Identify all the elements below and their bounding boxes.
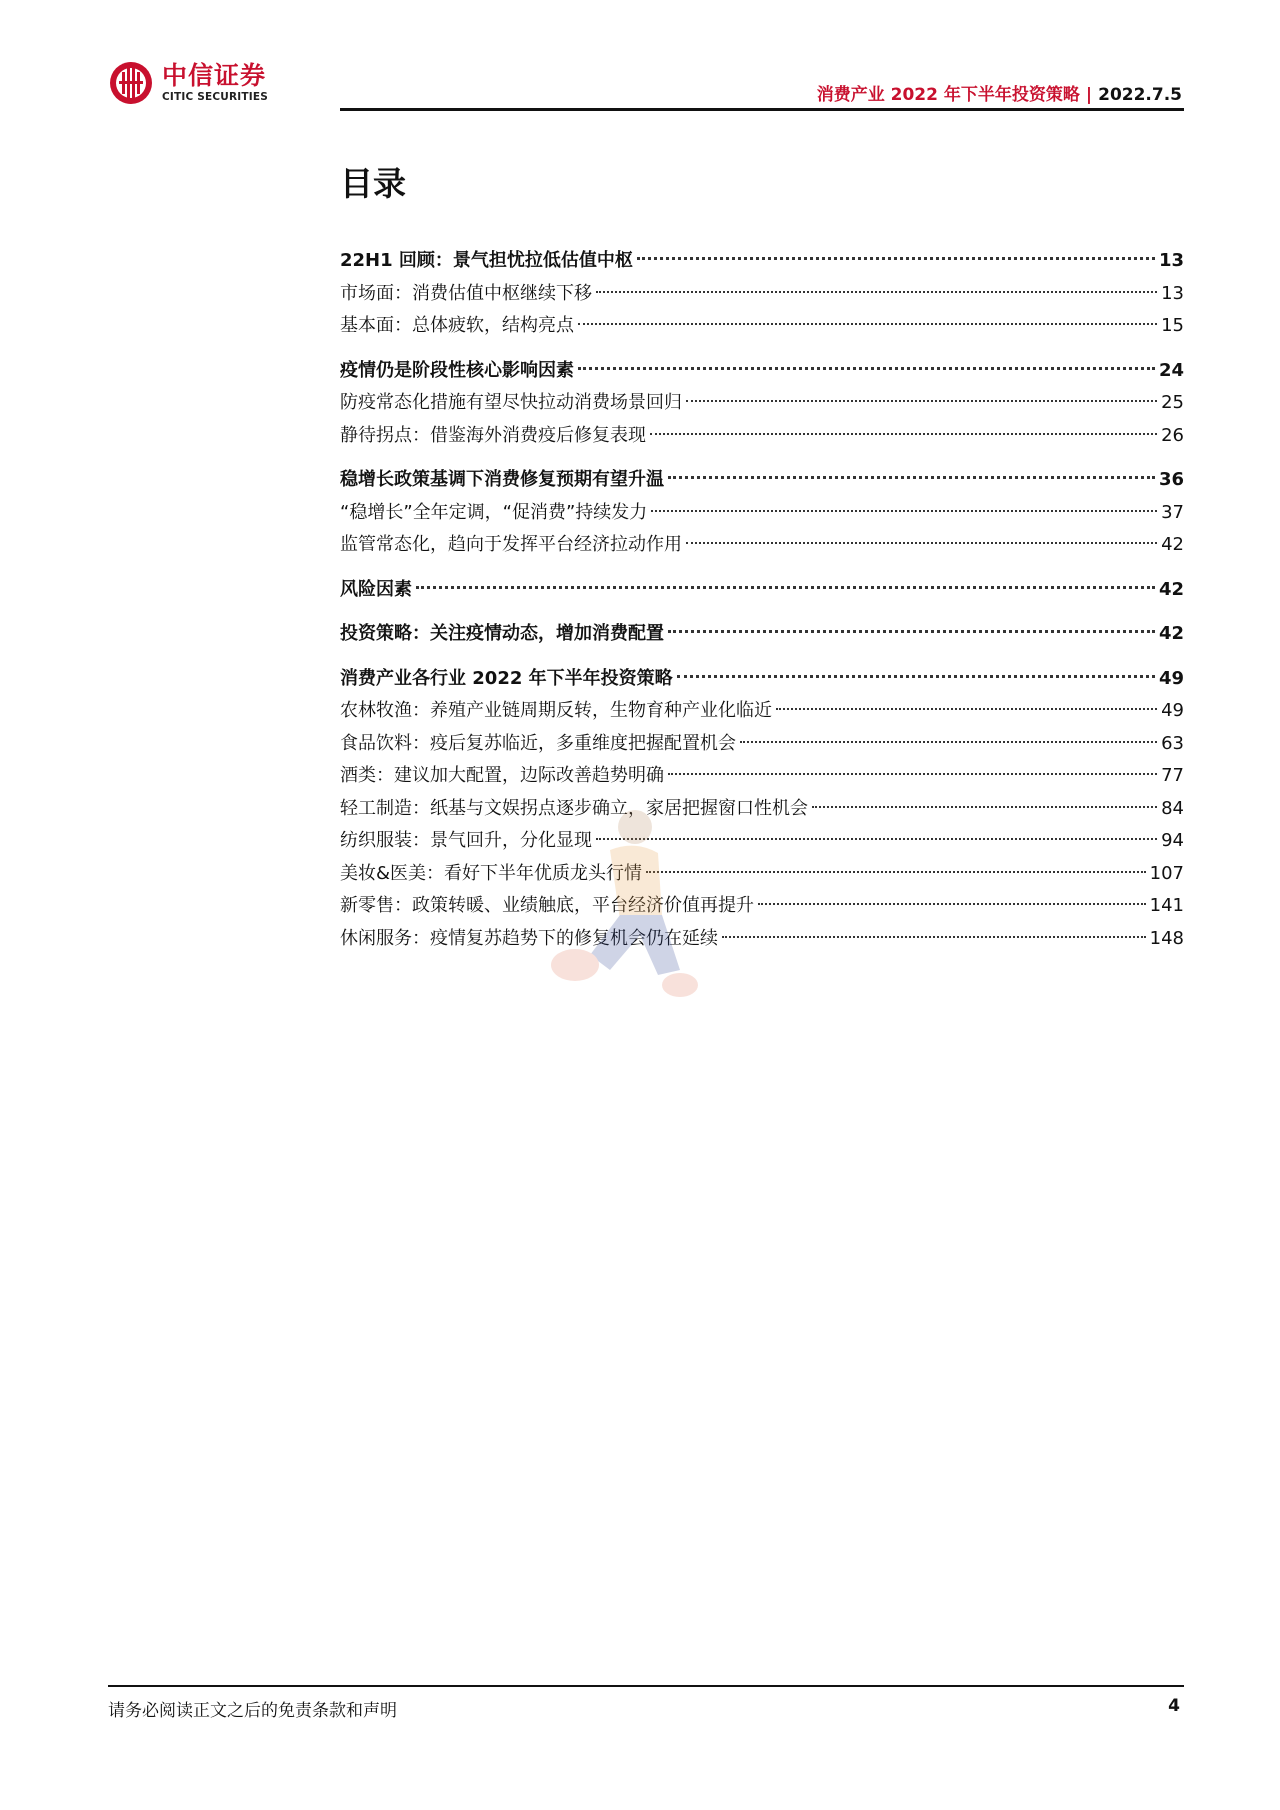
toc-section: [340, 245, 1184, 343]
report-header: [817, 80, 1182, 105]
toc-entry-page: 107: [1149, 862, 1184, 884]
toc-entry-page: 13: [1158, 250, 1184, 271]
toc-entry-page: 42: [1158, 578, 1184, 600]
citic-logo-icon: [108, 60, 154, 106]
toc-entry-page: 26: [1161, 424, 1184, 446]
toc-dot-leader: [776, 708, 1157, 710]
toc-entry-page: 141: [1149, 895, 1184, 916]
header-separator: |: [1085, 85, 1093, 105]
toc-entry-label: 酒类：建议加大配置，边际改善趋势明确: [340, 765, 664, 786]
toc-subsection[interactable]: [340, 695, 1184, 728]
page-title: 目录: [340, 164, 406, 203]
toc-entry-label: 食品饮料：疫后复苏临近，多重维度把握配置机会: [340, 732, 736, 754]
toc-entry-label: 基本面：总体疲软，结构亮点: [340, 315, 574, 336]
toc-entry-page: 94: [1161, 830, 1184, 851]
toc-dot-leader: [578, 367, 1155, 370]
toc-section-heading[interactable]: [340, 618, 1184, 651]
toc-subsection[interactable]: [340, 387, 1184, 420]
toc-section-heading[interactable]: [340, 574, 1184, 607]
toc-subsection[interactable]: [340, 310, 1184, 343]
toc-dot-leader: [668, 773, 1157, 775]
toc-entry-page: 36: [1158, 469, 1184, 490]
toc-dot-leader: [651, 510, 1157, 512]
toc-subsection[interactable]: [340, 858, 1184, 891]
toc-dot-leader: [677, 675, 1155, 678]
toc-entry-label: 防疫常态化措施有望尽快拉动消费场景回归: [340, 392, 682, 413]
toc-entry-page: 49: [1158, 667, 1184, 689]
toc-subsection[interactable]: [340, 890, 1184, 923]
toc-section: [340, 618, 1184, 651]
toc-section-heading[interactable]: [340, 245, 1184, 278]
toc-dot-leader: [578, 323, 1157, 325]
brand-logo: [108, 60, 268, 106]
toc-dot-leader: [646, 871, 1146, 873]
toc-subsection[interactable]: [340, 278, 1184, 311]
toc-entry-label: 轻工制造：纸基与文娱拐点逐步确立，家居把握窗口性机会: [340, 797, 808, 819]
footer-divider: [108, 1685, 1184, 1687]
toc-entry-page: 13: [1161, 282, 1184, 304]
toc-entry-label: “稳增长”全年定调，“促消费”持续发力: [340, 501, 648, 523]
page-number: 4: [1168, 1696, 1180, 1716]
toc-entry-page: 77: [1161, 765, 1184, 786]
toc-dot-leader: [812, 806, 1157, 808]
toc-dot-leader: [650, 433, 1157, 435]
toc-entry-page: 15: [1161, 315, 1184, 336]
toc-entry-label: 休闲服务：疫情复苏趋势下的修复机会仍在延续: [340, 927, 718, 949]
toc-dot-leader: [686, 400, 1157, 402]
toc-subsection[interactable]: [340, 497, 1184, 530]
toc-entry-label: 监管常态化，趋向于发挥平台经济拉动作用: [340, 534, 682, 555]
toc-dot-leader: [668, 630, 1155, 633]
toc-entry-label: 投资策略：关注疫情动态，增加消费配置: [340, 623, 664, 644]
header-divider: [340, 108, 1184, 111]
toc-entry-label: 新零售：政策转暖、业绩触底，平台经济价值再提升: [340, 895, 754, 916]
disclaimer-text: 请务必阅读正文之后的免责条款和声明: [108, 1701, 397, 1721]
toc-entry-label: 消费产业各行业 2022 年下半年投资策略: [340, 667, 673, 689]
report-title: 消费产业 2022 年下半年投资策略: [816, 85, 1080, 105]
brand-name-en: CITIC SECURITIES: [162, 91, 269, 104]
toc-entry-page: 63: [1161, 732, 1184, 754]
toc-section: [340, 663, 1184, 956]
toc-dot-leader: [722, 936, 1146, 938]
toc-entry-label: 静待拐点：借鉴海外消费疫后修复表现: [340, 424, 646, 446]
toc-entry-label: 市场面：消费估值中枢继续下移: [340, 282, 592, 304]
toc-dot-leader: [596, 291, 1157, 293]
toc-entry-label: 稳增长政策基调下消费修复预期有望升温: [340, 469, 664, 490]
toc-dot-leader: [758, 903, 1146, 905]
toc-section-heading[interactable]: [340, 663, 1184, 696]
toc-subsection[interactable]: [340, 420, 1184, 453]
brand-name-cn: 中信证券: [162, 61, 267, 91]
table-of-contents: [340, 245, 1184, 967]
toc-entry-page: 49: [1161, 700, 1184, 721]
toc-entry-page: 148: [1149, 927, 1184, 949]
toc-section-heading[interactable]: [340, 355, 1184, 388]
toc-entry-label: 美妆&医美：看好下半年优质龙头行情: [340, 862, 643, 884]
toc-section: [340, 464, 1184, 562]
toc-entry-label: 22H1 回顾：景气担忧拉低估值中枢: [340, 250, 633, 271]
toc-section: [340, 355, 1184, 453]
toc-dot-leader: [637, 257, 1155, 260]
toc-entry-page: 42: [1161, 534, 1184, 555]
toc-dot-leader: [668, 476, 1155, 479]
toc-section-heading[interactable]: [340, 464, 1184, 497]
toc-entry-page: 24: [1158, 359, 1184, 381]
toc-subsection[interactable]: [340, 760, 1184, 793]
toc-entry-label: 风险因素: [340, 578, 412, 600]
toc-entry-label: 农林牧渔：养殖产业链周期反转，生物育种产业化临近: [340, 700, 772, 721]
toc-entry-page: 84: [1161, 797, 1184, 819]
toc-entry-page: 25: [1161, 392, 1184, 413]
toc-entry-page: 42: [1158, 623, 1184, 644]
toc-section: [340, 574, 1184, 607]
toc-entry-page: 37: [1161, 501, 1184, 523]
toc-dot-leader: [740, 741, 1157, 743]
toc-entry-label: 疫情仍是阶段性核心影响因素: [340, 359, 574, 381]
toc-subsection[interactable]: [340, 923, 1184, 956]
toc-dot-leader: [416, 586, 1155, 589]
toc-dot-leader: [686, 542, 1157, 544]
toc-subsection[interactable]: [340, 728, 1184, 761]
toc-entry-label: 纺织服装：景气回升，分化显现: [340, 830, 592, 851]
toc-subsection[interactable]: [340, 793, 1184, 826]
report-date: 2022.7.5: [1098, 85, 1182, 105]
runner-watermark-icon: [540, 805, 710, 1020]
toc-subsection[interactable]: [340, 825, 1184, 858]
toc-subsection[interactable]: [340, 529, 1184, 562]
